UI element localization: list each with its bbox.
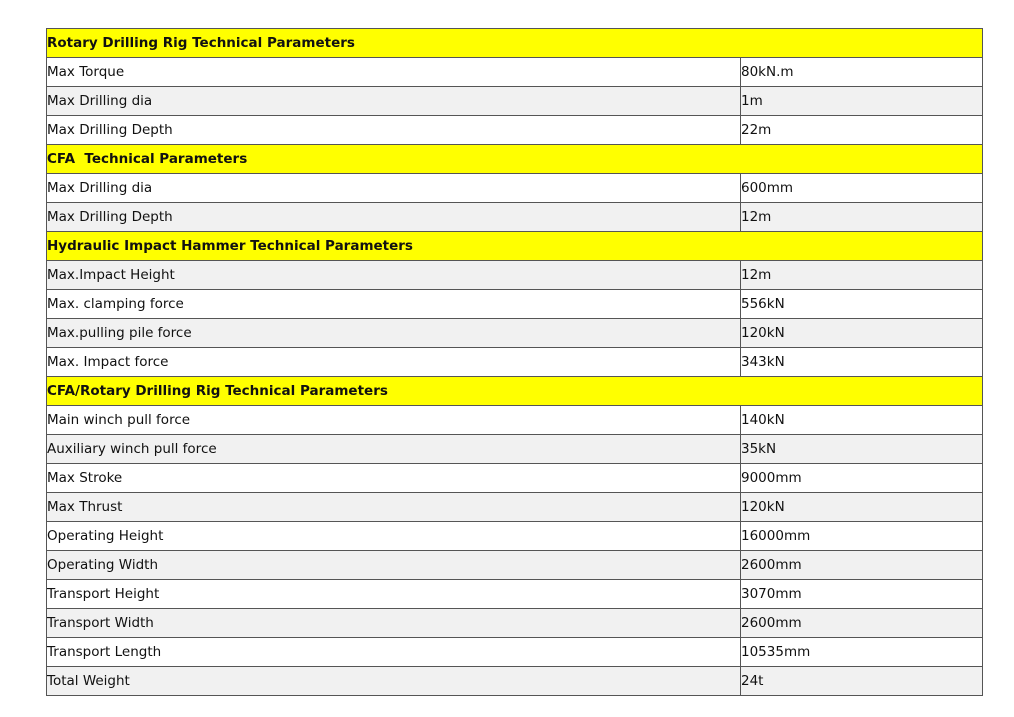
table-row — [47, 203, 983, 232]
table-row — [47, 406, 983, 435]
parameter-value: 120kN — [741, 493, 983, 522]
parameter-label: Max. clamping force — [47, 290, 741, 319]
parameter-value: 12m — [741, 261, 983, 290]
table-row — [47, 319, 983, 348]
parameter-label: Transport Length — [47, 638, 741, 667]
table-row — [47, 493, 983, 522]
parameter-value: 120kN — [741, 319, 983, 348]
section-header-hydraulic-impact-hammer — [47, 232, 983, 261]
table-row — [47, 87, 983, 116]
parameter-value: 35kN — [741, 435, 983, 464]
parameter-value: 9000mm — [741, 464, 983, 493]
parameter-value: 343kN — [741, 348, 983, 377]
parameter-label: Max.pulling pile force — [47, 319, 741, 348]
section-header-cfa — [47, 145, 983, 174]
parameter-value: 24t — [741, 667, 983, 696]
table-row — [47, 551, 983, 580]
parameter-label: Transport Width — [47, 609, 741, 638]
parameter-label: Max Stroke — [47, 464, 741, 493]
table-row — [47, 435, 983, 464]
table-row — [47, 174, 983, 203]
parameter-label: Max. Impact force — [47, 348, 741, 377]
section-header-cfa-rotary-drilling-rig — [47, 377, 983, 406]
parameter-label: Max Drilling dia — [47, 87, 741, 116]
parameter-value: 80kN.m — [741, 58, 983, 87]
table-row — [47, 464, 983, 493]
table-row — [47, 261, 983, 290]
parameter-label: Total Weight — [47, 667, 741, 696]
section-header-rotary-drilling-rig — [47, 29, 983, 58]
parameter-label: Max Torque — [47, 58, 741, 87]
parameter-label: Max Drilling Depth — [47, 203, 741, 232]
section-title: CFA Technical Parameters — [47, 145, 983, 174]
table-row — [47, 580, 983, 609]
parameter-label: Main winch pull force — [47, 406, 741, 435]
table-row — [47, 667, 983, 696]
table-row — [47, 290, 983, 319]
parameter-value: 140kN — [741, 406, 983, 435]
parameter-value: 12m — [741, 203, 983, 232]
technical-parameters-table — [46, 28, 983, 696]
parameter-value: 10535mm — [741, 638, 983, 667]
section-title: CFA/Rotary Drilling Rig Technical Parameters — [47, 377, 983, 406]
parameter-value: 22m — [741, 116, 983, 145]
parameter-label: Operating Width — [47, 551, 741, 580]
parameter-label: Max.Impact Height — [47, 261, 741, 290]
section-title: Rotary Drilling Rig Technical Parameters — [47, 29, 983, 58]
parameter-value: 2600mm — [741, 609, 983, 638]
parameter-value: 600mm — [741, 174, 983, 203]
parameter-value: 2600mm — [741, 551, 983, 580]
parameter-label: Operating Height — [47, 522, 741, 551]
parameter-label: Max Drilling Depth — [47, 116, 741, 145]
table-row — [47, 348, 983, 377]
table-row — [47, 522, 983, 551]
parameter-label: Transport Height — [47, 580, 741, 609]
parameter-value: 16000mm — [741, 522, 983, 551]
table-row — [47, 638, 983, 667]
parameter-value: 1m — [741, 87, 983, 116]
parameter-value: 3070mm — [741, 580, 983, 609]
table-row — [47, 116, 983, 145]
parameter-value: 556kN — [741, 290, 983, 319]
table-row — [47, 609, 983, 638]
parameter-label: Max Thrust — [47, 493, 741, 522]
section-title: Hydraulic Impact Hammer Technical Parameters — [47, 232, 983, 261]
parameter-label: Auxiliary winch pull force — [47, 435, 741, 464]
table-row — [47, 58, 983, 87]
parameter-label: Max Drilling dia — [47, 174, 741, 203]
